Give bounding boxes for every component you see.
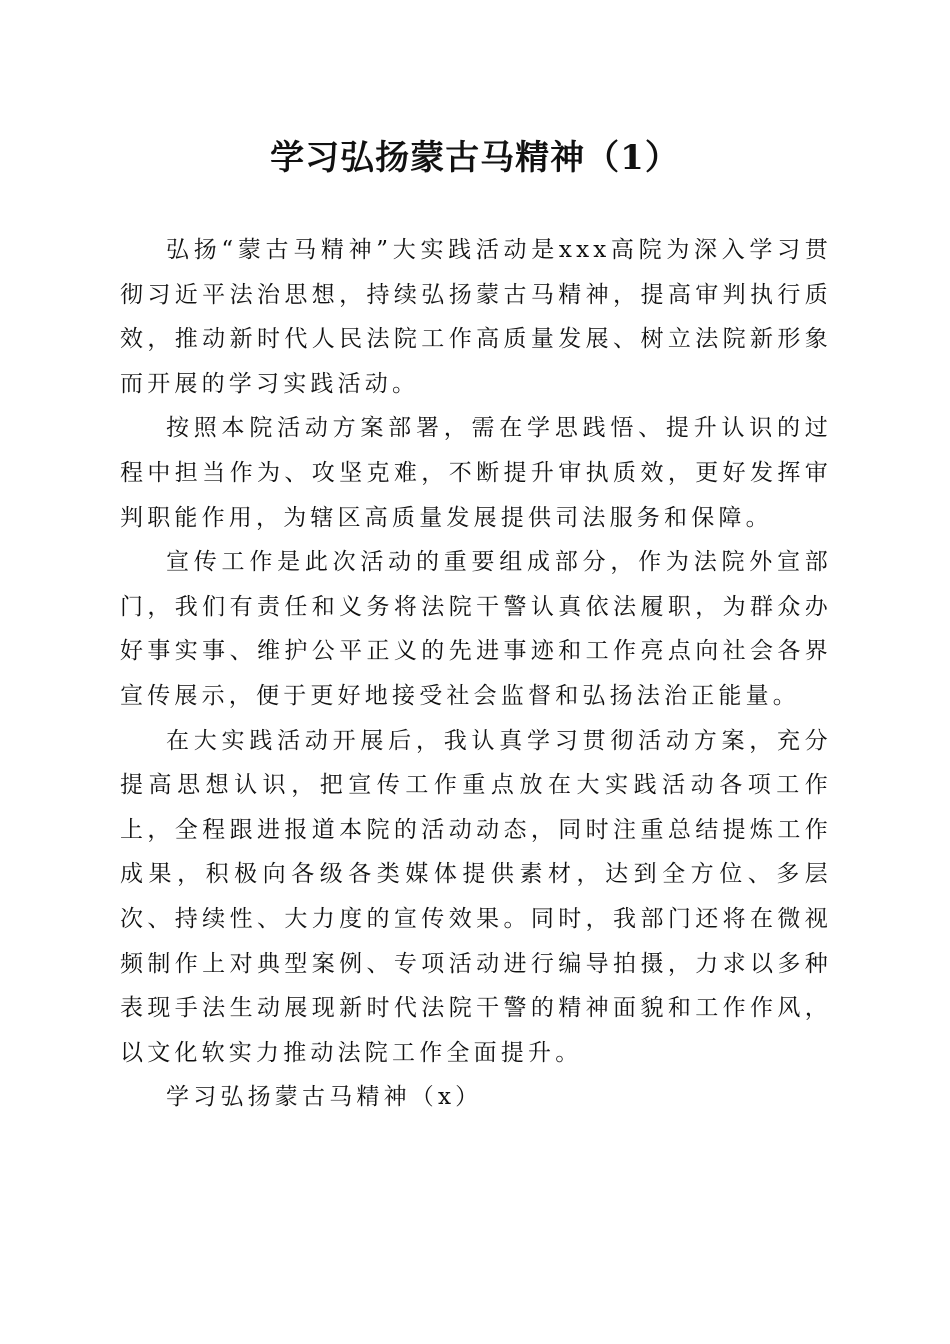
document-title: 学习弘扬蒙古马精神（1） — [270, 138, 680, 178]
document-body — [120, 228, 832, 1120]
paragraph-3: 宣传工作是此次活动的重要组成部分，作为法院外宣部门，我们有责任和义务将法院干警认真依法履职，为群众办好事实事、维护公平正义的先进事迹和工作亮点向社会各界宣传展示，便于更好地接受社会监督和弘扬法治正能量。 — [120, 549, 832, 709]
paragraph-2: 按照本院活动方案部署，需在学思践悟、提升认识的过程中担当作为、攻坚克难，不断提升审执质效，更好发挥审判职能作用，为辖区高质量发展提供司法服务和保障。 — [120, 415, 832, 531]
paragraph-4: 在大实践活动开展后，我认真学习贯彻活动方案，充分提高思想认识，把宣传工作重点放在大实践活动各项工作上，全程跟进报道本院的活动动态，同时注重总结提炼工作成果，积极向各级各类媒体提供素材，达到全方位、多层次、持续性、大力度的宣传效果。同时，我部门还将在微视频制作上对典型案例、专项活动进行编导拍摄，力求以多种表现手法生动展现新时代法院干警的精神面貌和工作作风，以文化软实力推动法院工作全面提升。 — [120, 727, 832, 1066]
paragraph-1: 弘扬“蒙古马精神”大实践活动是xxx高院为深入学习贯彻习近平法治思想，持续弘扬蒙古马精神，提高审判执行质效，推动新时代人民法院工作高质量发展、树立法院新形象而开展的学习实践活动。 — [120, 237, 832, 397]
paragraph-5: 学习弘扬蒙古马精神（x） — [166, 1084, 483, 1111]
